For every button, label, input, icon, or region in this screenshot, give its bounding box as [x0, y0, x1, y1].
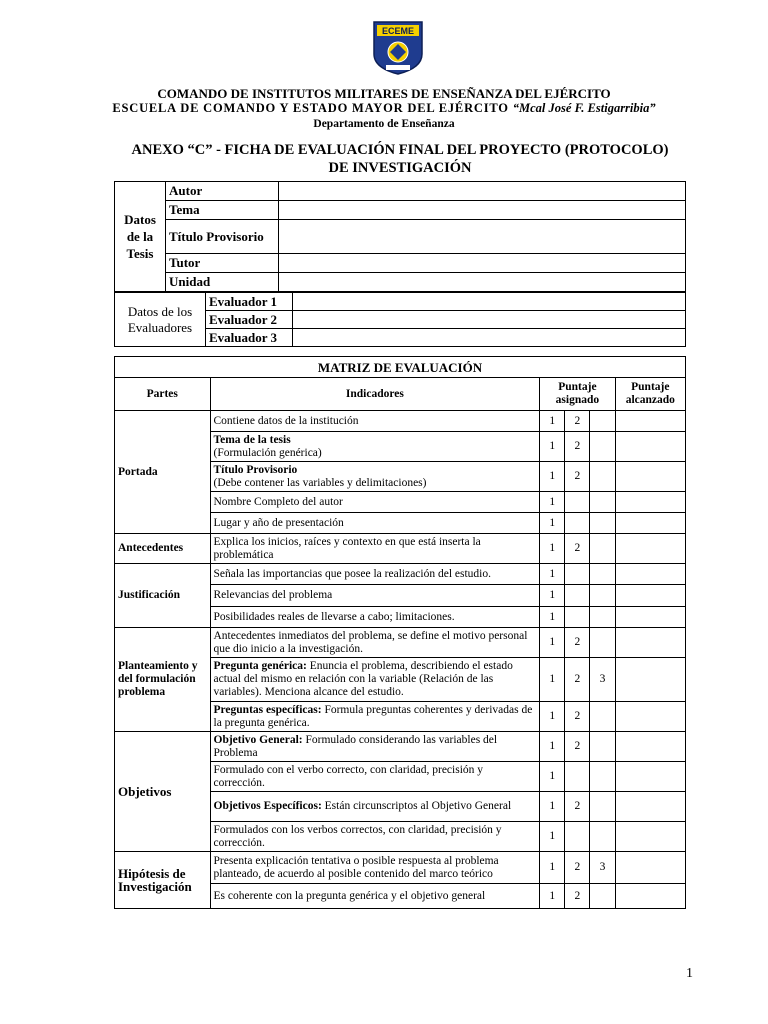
indicator-bold: Objetivo General: — [213, 733, 303, 746]
thesis-data-table — [114, 181, 686, 292]
section-label: Objetivos — [115, 732, 211, 852]
score-3 — [590, 702, 615, 732]
indicator-text: (Formulación genérica) — [213, 446, 322, 459]
score-3 — [590, 492, 615, 513]
score-achieved[interactable] — [615, 607, 685, 628]
thesis-field-value[interactable] — [279, 182, 686, 201]
header-school-epithet: “Mcal José F. Estigarribia” — [512, 101, 656, 115]
indicator-text: Lugar y año de presentación — [213, 516, 344, 529]
section-label: Antecedentes — [115, 534, 211, 564]
table-row — [115, 411, 686, 432]
score-achieved[interactable] — [615, 792, 685, 822]
indicator-text: Presenta explicación tentativa o posible respuesta al problema planteado, de acuerdo al posible contenido del marco teórico — [213, 854, 499, 880]
indicator-text: Formulado con el verbo correcto, con claridad, precisión y corrección. — [213, 763, 484, 789]
thesis-group-label: Datos de la Tesis — [115, 182, 166, 292]
column-header-indicadores: Indicadores — [210, 378, 540, 411]
score-3: 3 — [590, 658, 615, 702]
thesis-field-value[interactable] — [279, 273, 686, 292]
indicator-cell — [210, 585, 540, 607]
score-achieved[interactable] — [615, 462, 685, 492]
score-achieved[interactable] — [615, 513, 685, 534]
score-3 — [590, 513, 615, 534]
evaluator-label: Evaluador 3 — [206, 329, 293, 347]
section-label: Hipótesis de Investigación — [115, 852, 211, 909]
logo-text: ECEME — [381, 26, 415, 36]
score-1: 1 — [540, 762, 565, 792]
indicator-text: Posibilidades reales de llevarse a cabo; limitaciones. — [213, 610, 455, 623]
score-achieved[interactable] — [615, 884, 685, 909]
indicator-cell — [210, 564, 540, 585]
indicator-text: Explica los inicios, raíces y contexto en que está inserta la problemática — [213, 535, 481, 561]
score-2: 2 — [565, 628, 590, 658]
score-3 — [590, 822, 615, 852]
score-2: 2 — [565, 792, 590, 822]
score-2: 2 — [565, 411, 590, 432]
score-2: 2 — [565, 702, 590, 732]
indicator-text: Señala las importancias que posee la realización del estudio. — [213, 567, 491, 580]
indicator-cell — [210, 852, 540, 884]
score-1: 1 — [540, 432, 565, 462]
column-header-alcanzado: Puntaje alcanzado — [615, 378, 685, 411]
indicator-text: Contiene datos de la institución — [213, 414, 359, 427]
score-1: 1 — [540, 492, 565, 513]
table-row — [115, 628, 686, 658]
score-3: 3 — [590, 852, 615, 884]
score-achieved[interactable] — [615, 585, 685, 607]
indicator-cell — [210, 411, 540, 432]
indicator-cell — [210, 762, 540, 792]
score-2 — [565, 607, 590, 628]
indicator-cell — [210, 513, 540, 534]
indicator-text: Es coherente con la pregunta genérica y el objetivo general — [213, 889, 486, 902]
score-achieved[interactable] — [615, 534, 685, 564]
score-2: 2 — [565, 462, 590, 492]
title-line-2: DE INVESTIGACIÓN — [328, 160, 472, 176]
score-1: 1 — [540, 792, 565, 822]
score-2 — [565, 585, 590, 607]
evaluation-matrix-table — [114, 356, 686, 909]
thesis-field-value[interactable] — [279, 201, 686, 220]
section-label: Portada — [115, 411, 211, 534]
score-3 — [590, 792, 615, 822]
indicator-bold: Tema de la tesis — [213, 433, 291, 446]
evaluator-value[interactable] — [293, 311, 686, 329]
score-2: 2 — [565, 658, 590, 702]
indicator-cell — [210, 732, 540, 762]
score-1: 1 — [540, 585, 565, 607]
indicator-cell — [210, 607, 540, 628]
score-1: 1 — [540, 462, 565, 492]
indicator-cell — [210, 432, 540, 462]
score-2: 2 — [565, 884, 590, 909]
indicator-cell — [210, 702, 540, 732]
section-label: Planteamiento y del formulación problema — [115, 628, 211, 732]
score-3 — [590, 432, 615, 462]
evaluator-value[interactable] — [293, 329, 686, 347]
column-header-asignado: Puntaje asignado — [540, 378, 615, 411]
matrix-title: MATRIZ DE EVALUACIÓN — [115, 357, 686, 378]
score-achieved[interactable] — [615, 628, 685, 658]
score-3 — [590, 628, 615, 658]
score-3 — [590, 884, 615, 909]
evaluators-group-label: Datos de los Evaluadores — [115, 293, 206, 347]
score-2: 2 — [565, 852, 590, 884]
indicator-text: Están circunscriptos al Objetivo General — [321, 800, 512, 812]
score-2: 2 — [565, 732, 590, 762]
score-3 — [590, 564, 615, 585]
indicator-text: Antecedentes inmediatos del problema, se define el motivo personal que dio inicio a la investigación. — [213, 629, 528, 655]
score-1: 1 — [540, 702, 565, 732]
score-2 — [565, 762, 590, 792]
score-achieved[interactable] — [615, 732, 685, 762]
evaluator-label: Evaluador 1 — [206, 293, 293, 311]
indicator-text: Nombre Completo del autor — [213, 495, 343, 508]
score-3 — [590, 585, 615, 607]
column-header-partes: Partes — [115, 378, 211, 411]
indicator-text: Enuncia el problema, describiendo el estado actual del mismo en relación con la variable (Relación de las variables). Menciona alcance del estudio. — [213, 660, 513, 698]
thesis-field-label: Tutor — [166, 254, 279, 273]
thesis-field-label: Título Provisorio — [166, 220, 279, 254]
indicator-bold: Pregunta genérica: — [213, 660, 307, 672]
score-1: 1 — [540, 884, 565, 909]
score-achieved[interactable] — [615, 411, 685, 432]
indicator-cell — [210, 534, 540, 564]
indicator-cell — [210, 884, 540, 909]
score-achieved[interactable] — [615, 432, 685, 462]
indicator-text: (Debe contener las variables y delimitaciones) — [213, 476, 427, 489]
score-2: 2 — [565, 534, 590, 564]
score-1: 1 — [540, 658, 565, 702]
score-2 — [565, 822, 590, 852]
score-3 — [590, 411, 615, 432]
score-achieved[interactable] — [615, 492, 685, 513]
score-3 — [590, 732, 615, 762]
score-achieved[interactable] — [615, 852, 685, 884]
table-row — [115, 852, 686, 884]
score-achieved[interactable] — [615, 702, 685, 732]
indicator-bold: Objetivos Específicos: — [213, 800, 322, 812]
indicator-text: Formula preguntas coherentes y derivadas de la pregunta genérica. — [213, 703, 533, 729]
indicator-bold: Preguntas específicas: — [213, 703, 322, 716]
indicator-cell — [210, 792, 540, 822]
indicator-cell — [210, 658, 540, 702]
score-2: 2 — [565, 432, 590, 462]
indicator-text: Formulados con los verbos correctos, con claridad, precisión y corrección. — [213, 823, 502, 849]
header-school-name: ESCUELA DE COMANDO Y ESTADO MAYOR DEL EJÉRCITO — [112, 101, 509, 115]
score-3 — [590, 462, 615, 492]
evaluator-value[interactable] — [293, 293, 686, 311]
indicator-cell — [210, 462, 540, 492]
section-label: Justificación — [115, 564, 211, 628]
evaluators-table — [114, 292, 686, 347]
score-3 — [590, 534, 615, 564]
score-2 — [565, 564, 590, 585]
indicator-cell — [210, 492, 540, 513]
eceme-logo — [372, 20, 424, 76]
score-1: 1 — [540, 852, 565, 884]
evaluator-label: Evaluador 2 — [206, 311, 293, 329]
score-3 — [590, 762, 615, 792]
score-1: 1 — [540, 732, 565, 762]
document-title — [100, 141, 700, 177]
score-1: 1 — [540, 628, 565, 658]
thesis-field-label: Tema — [166, 201, 279, 220]
score-2 — [565, 513, 590, 534]
indicator-text: Relevancias del problema — [213, 589, 333, 601]
thesis-field-value[interactable] — [279, 254, 686, 273]
header-department: Departamento de Enseñanza — [313, 118, 455, 130]
table-row — [115, 564, 686, 585]
thesis-field-label: Autor — [166, 182, 279, 201]
score-2 — [565, 492, 590, 513]
score-3 — [590, 607, 615, 628]
table-row — [115, 534, 686, 564]
score-1: 1 — [540, 513, 565, 534]
score-1: 1 — [540, 534, 565, 564]
indicator-cell — [210, 822, 540, 852]
title-line-1: ANEXO “C” - FICHA DE EVALUACIÓN FINAL DEL PROYECTO (PROTOCOLO) — [131, 142, 669, 158]
score-1: 1 — [540, 822, 565, 852]
thesis-field-label: Unidad — [166, 273, 279, 292]
indicator-cell — [210, 628, 540, 658]
score-1: 1 — [540, 564, 565, 585]
score-achieved[interactable] — [615, 822, 685, 852]
header-line-2 — [0, 101, 768, 116]
indicator-bold: Título Provisorio — [213, 463, 298, 476]
score-achieved[interactable] — [615, 658, 685, 702]
score-1: 1 — [540, 607, 565, 628]
score-1: 1 — [540, 411, 565, 432]
score-achieved[interactable] — [615, 762, 685, 792]
table-row — [115, 732, 686, 762]
indicator-text: Formulado considerando las variables del Problema — [213, 733, 498, 759]
score-achieved[interactable] — [615, 564, 685, 585]
header-line-1: COMANDO DE INSTITUTOS MILITARES DE ENSEÑANZA DEL EJÉRCITO — [157, 86, 611, 101]
thesis-field-value[interactable] — [279, 220, 686, 254]
page-number: 1 — [686, 966, 693, 981]
